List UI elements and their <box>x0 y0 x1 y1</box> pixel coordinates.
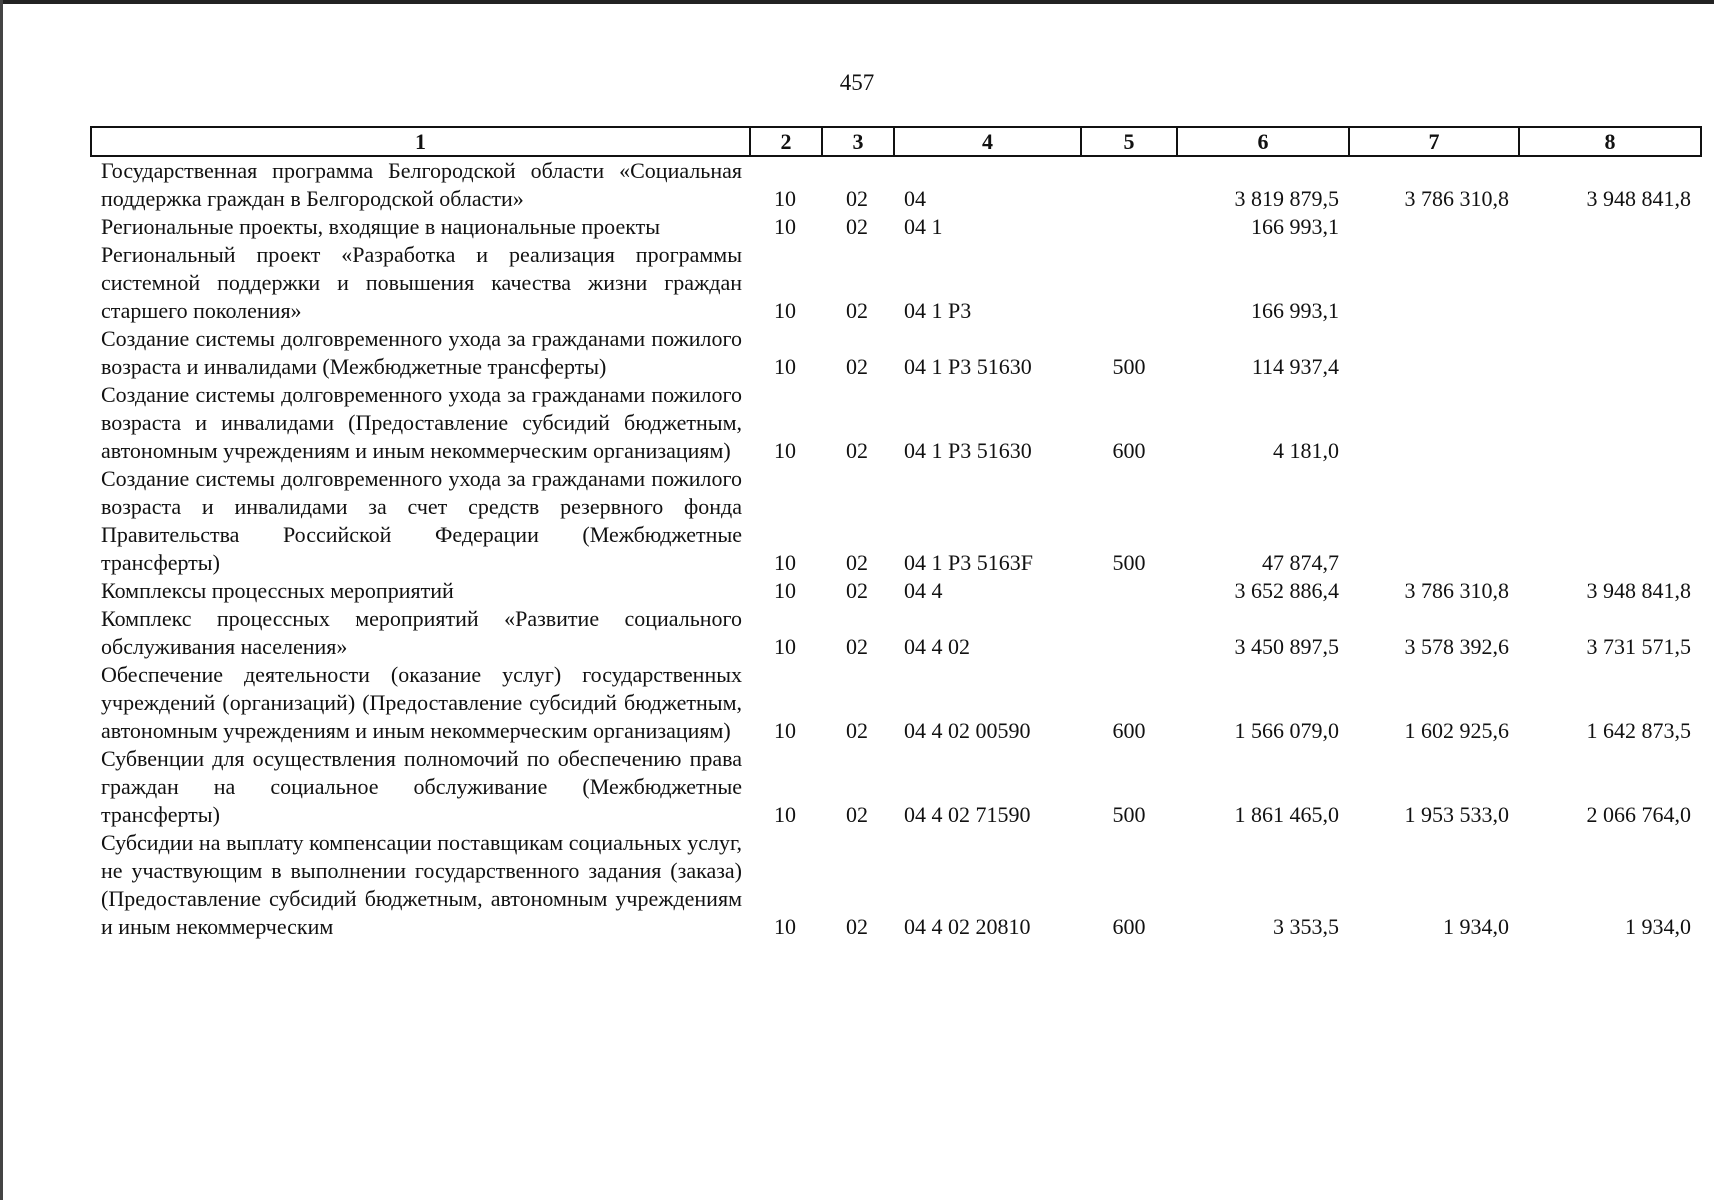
row-subsection: 02 <box>846 802 868 827</box>
row-amount-3: 3 731 571,5 <box>1586 634 1691 659</box>
row-target-article: 04 1 Р3 51630 <box>904 438 1032 463</box>
table-header <box>91 127 1701 156</box>
row-name: Государственная программа Белгородской области «Социальная поддержка граждан в Белгородской области» <box>101 158 742 211</box>
row-amount-3: 3 948 841,8 <box>1586 186 1691 211</box>
row-target-article: 04 4 02 20810 <box>904 914 1031 939</box>
header-col-2: 2 <box>750 127 822 156</box>
row-name: Создание системы долговременного ухода за гражданами пожилого возраста и инвалидами (Межбюджетные трансферты) <box>101 326 742 379</box>
row-name: Создание системы долговременного ухода за гражданами пожилого возраста и инвалидами за счет средств резервного фонда Правительства Российской Федерации (Межбюджетные трансферты) <box>101 466 742 575</box>
table-body <box>91 156 1701 941</box>
table-row <box>91 213 1701 241</box>
row-target-article: 04 4 <box>904 578 943 603</box>
row-amount-3 <box>1519 465 1701 577</box>
row-expense-type: 600 <box>1112 914 1146 939</box>
table-row <box>91 829 1701 941</box>
row-section: 10 <box>774 550 796 575</box>
row-subsection: 02 <box>846 298 868 323</box>
row-target-article: 04 <box>904 186 926 211</box>
row-amount-3: 3 948 841,8 <box>1586 578 1691 603</box>
row-section: 10 <box>774 718 796 743</box>
row-amount-2: 3 786 310,8 <box>1404 186 1509 211</box>
row-expense-type: 500 <box>1112 550 1146 575</box>
row-expense-type <box>1081 577 1177 605</box>
table-row <box>91 661 1701 745</box>
row-target-article: 04 1 Р3 5163F <box>904 550 1033 575</box>
row-amount-3: 1 642 873,5 <box>1586 718 1691 743</box>
header-col-5: 5 <box>1081 127 1177 156</box>
row-expense-type: 600 <box>1112 718 1146 743</box>
row-amount-1: 1 861 465,0 <box>1234 802 1339 827</box>
row-target-article: 04 4 02 <box>904 634 970 659</box>
row-target-article: 04 1 Р3 51630 <box>904 354 1032 379</box>
row-section: 10 <box>774 186 796 211</box>
row-subsection: 02 <box>846 718 868 743</box>
row-section: 10 <box>774 634 796 659</box>
row-amount-2 <box>1349 241 1519 325</box>
row-amount-2 <box>1349 325 1519 381</box>
header-col-4: 4 <box>894 127 1081 156</box>
header-col-6: 6 <box>1177 127 1349 156</box>
row-subsection: 02 <box>846 550 868 575</box>
row-target-article: 04 1 <box>904 214 943 239</box>
row-name: Субсидии на выплату компенсации поставщикам социальных услуг, не участвующим в выполнении государственного задания (заказа) (Предоставление субсидий бюджетным, автономным учреждениям и иным некоммерческим <box>101 830 742 939</box>
row-amount-2: 1 934,0 <box>1443 914 1509 939</box>
header-col-8: 8 <box>1519 127 1701 156</box>
row-subsection: 02 <box>846 354 868 379</box>
row-amount-1: 3 450 897,5 <box>1234 634 1339 659</box>
row-target-article: 04 4 02 71590 <box>904 802 1031 827</box>
row-amount-3 <box>1519 241 1701 325</box>
table-row <box>91 605 1701 661</box>
row-amount-1: 47 874,7 <box>1262 550 1339 575</box>
row-section: 10 <box>774 354 796 379</box>
table-row <box>91 156 1701 213</box>
row-section: 10 <box>774 214 796 239</box>
row-subsection: 02 <box>846 438 868 463</box>
row-amount-2 <box>1349 213 1519 241</box>
row-amount-1: 114 937,4 <box>1251 354 1339 379</box>
scan-edge-left <box>0 0 3 1200</box>
row-amount-1: 1 566 079,0 <box>1234 718 1339 743</box>
table-row <box>91 577 1701 605</box>
row-amount-2 <box>1349 381 1519 465</box>
row-name: Комплексы процессных мероприятий <box>101 578 454 603</box>
row-amount-3 <box>1519 325 1701 381</box>
row-amount-2: 3 578 392,6 <box>1404 634 1509 659</box>
row-subsection: 02 <box>846 186 868 211</box>
table-row <box>91 465 1701 577</box>
row-target-article: 04 1 Р3 <box>904 298 972 323</box>
row-amount-1: 4 181,0 <box>1273 438 1339 463</box>
row-name: Комплекс процессных мероприятий «Развитие социального обслуживания населения» <box>101 606 742 659</box>
row-amount-2: 3 786 310,8 <box>1404 578 1509 603</box>
row-name: Создание системы долговременного ухода за гражданами пожилого возраста и инвалидами (Предоставление субсидий бюджетным, автономным учреждениям и иным некоммерческим организациям) <box>101 382 742 463</box>
row-amount-3 <box>1519 213 1701 241</box>
header-row <box>91 127 1701 156</box>
table-row <box>91 325 1701 381</box>
row-section: 10 <box>774 914 796 939</box>
row-amount-3: 1 934,0 <box>1625 914 1691 939</box>
row-section: 10 <box>774 438 796 463</box>
row-amount-1: 166 993,1 <box>1251 214 1339 239</box>
budget-table-container <box>90 126 1700 941</box>
header-col-3: 3 <box>822 127 894 156</box>
row-name: Субвенции для осуществления полномочий по обеспечению права граждан на социальное обслуживание (Межбюджетные трансферты) <box>101 746 742 827</box>
page-number: 457 <box>839 70 875 95</box>
row-amount-3 <box>1519 381 1701 465</box>
row-amount-1: 3 353,5 <box>1273 914 1339 939</box>
row-target-article: 04 4 02 00590 <box>904 718 1031 743</box>
row-amount-2 <box>1349 465 1519 577</box>
row-expense-type <box>1081 241 1177 325</box>
row-amount-1: 3 652 886,4 <box>1234 578 1339 603</box>
row-section: 10 <box>774 298 796 323</box>
row-expense-type: 500 <box>1112 802 1146 827</box>
header-col-7: 7 <box>1349 127 1519 156</box>
row-expense-type <box>1081 213 1177 241</box>
row-name: Региональный проект «Разработка и реализация программы системной поддержки и повышения качества жизни граждан старшего поколения» <box>101 242 742 323</box>
row-amount-1: 3 819 879,5 <box>1234 186 1339 211</box>
row-expense-type <box>1081 605 1177 661</box>
row-name: Обеспечение деятельности (оказание услуг) государственных учреждений (организаций) (Предоставление субсидий бюджетным, автономным учреждениям и иным некоммерческим организациям) <box>101 662 742 743</box>
row-expense-type: 600 <box>1112 438 1146 463</box>
row-amount-2: 1 953 533,0 <box>1404 802 1509 827</box>
row-expense-type: 500 <box>1112 354 1146 379</box>
table-row <box>91 745 1701 829</box>
row-expense-type <box>1081 156 1177 213</box>
table-row <box>91 241 1701 325</box>
row-subsection: 02 <box>846 578 868 603</box>
row-section: 10 <box>774 578 796 603</box>
row-amount-2: 1 602 925,6 <box>1404 718 1509 743</box>
budget-table <box>90 126 1702 941</box>
row-section: 10 <box>774 802 796 827</box>
row-name: Региональные проекты, входящие в национальные проекты <box>101 214 661 239</box>
table-row <box>91 381 1701 465</box>
scan-edge-top <box>0 0 1714 4</box>
row-subsection: 02 <box>846 214 868 239</box>
row-subsection: 02 <box>846 914 868 939</box>
row-subsection: 02 <box>846 634 868 659</box>
header-col-1: 1 <box>91 127 750 156</box>
row-amount-1: 166 993,1 <box>1251 298 1339 323</box>
row-amount-3: 2 066 764,0 <box>1586 802 1691 827</box>
